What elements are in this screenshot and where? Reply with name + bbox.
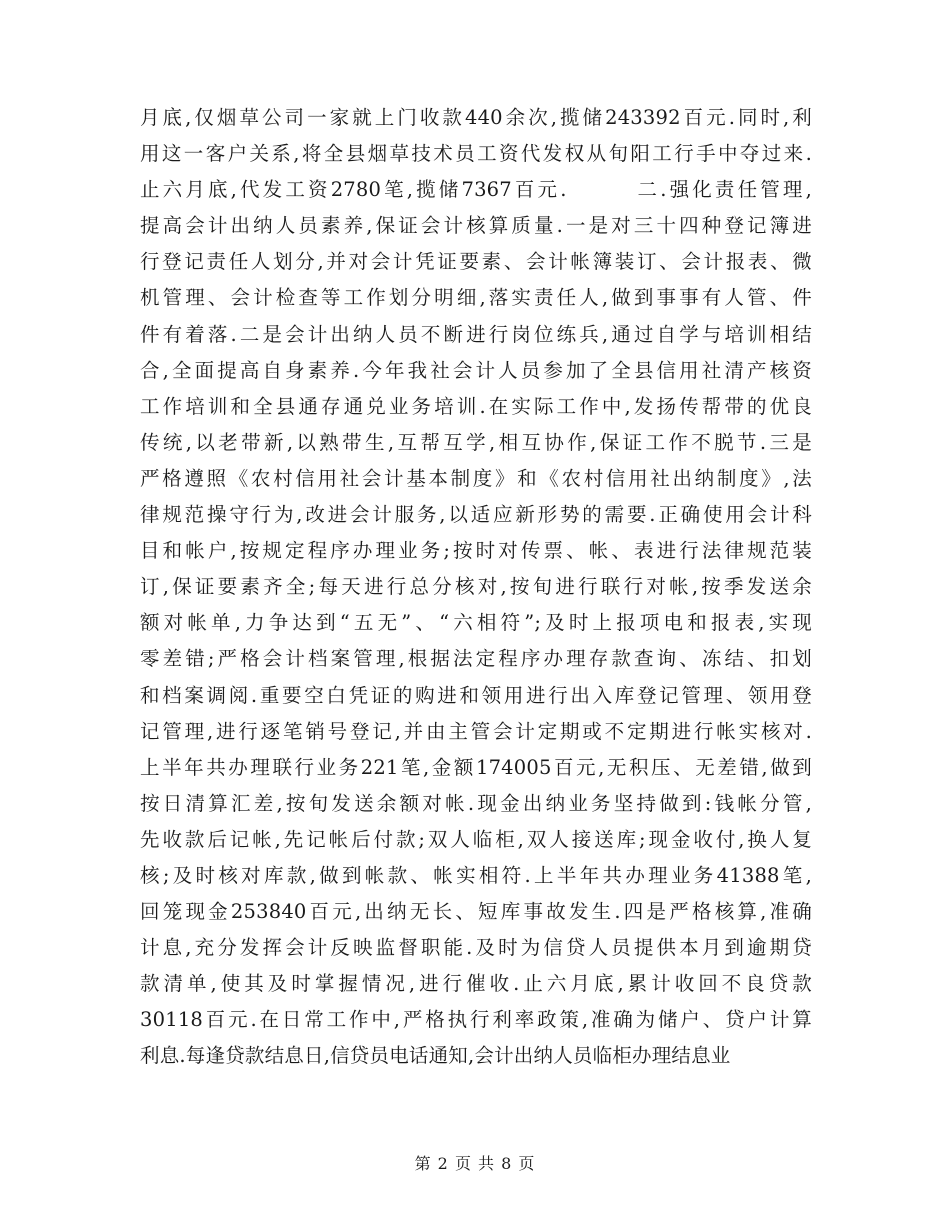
body-text	[140, 100, 812, 1075]
text-line: 律规范操守行为,改进会计服务,以适应新形势的需要.正确使用会计科	[140, 503, 812, 527]
text-line: 零差错;严格会计档案管理,根据法定程序办理存款查询、冻结、扣划	[140, 647, 812, 671]
text-line: 传统,以老带新,以熟带生,互帮互学,相互协作,保证工作不脱节.三是	[140, 430, 812, 454]
text-line: 和档案调阅.重要空白凭证的购进和领用进行出入库登记管理、领用登	[140, 683, 812, 707]
text-line: 款清单,使其及时掌握情况,进行催收.止六月底,累计收回不良贷款	[140, 972, 812, 996]
text-line: 止六月底,代发工资2780笔,揽储7367百元. 二.强化责任管理,	[140, 178, 812, 202]
text-line: 工作培训和全县通存通兑业务培训.在实际工作中,发扬传帮带的优良	[140, 394, 812, 418]
page-number-footer: 第 2 页 共 8 页	[414, 1154, 536, 1173]
text-line: 提高会计出纳人员素养,保证会计核算质量.一是对三十四种登记簿进	[140, 214, 812, 238]
text-line: 记管理,进行逐笔销号登记,并由主管会计定期或不定期进行帐实核对.	[140, 719, 812, 743]
text-line: 回笼现金253840百元,出纳无长、短库事故发生.四是严格核算,准确	[140, 900, 812, 924]
text-line: 先收款后记帐,先记帐后付款;双人临柜,双人接送库;现金收付,换人复	[140, 827, 812, 851]
text-line: 额对帐单,力争达到“五无”、“六相符”;及时上报项电和报表,实现	[140, 611, 812, 635]
text-line: 上半年共办理联行业务221笔,金额174005百元,无积压、无差错,做到	[140, 755, 812, 779]
text-line: 件有着落.二是会计出纳人员不断进行岗位练兵,通过自学与培训相结	[140, 322, 812, 346]
text-line: 机管理、会计检查等工作划分明细,落实责任人,做到事事有人管、件	[140, 286, 812, 310]
text-line: 月底,仅烟草公司一家就上门收款440余次,揽储243392百元.同时,利	[140, 106, 812, 129]
text-line: 30118百元.在日常工作中,严格执行利率政策,准确为储户、贷户计算	[140, 1008, 812, 1032]
text-line: 合,全面提高自身素养.今年我社会计人员参加了全县信用社清产核资	[140, 358, 812, 382]
text-line: 核;及时核对库款,做到帐款、帐实相符.上半年共办理业务41388笔,	[140, 863, 812, 887]
text-line: 严格遵照《农村信用社会计基本制度》和《农村信用社出纳制度》,法	[140, 466, 812, 490]
text-line: 订,保证要素齐全;每天进行总分核对,按旬进行联行对帐,按季发送余	[140, 575, 812, 599]
text-line: 目和帐户,按规定程序办理业务;按时对传票、帐、表进行法律规范装	[140, 539, 812, 563]
text-line: 用这一客户关系,将全县烟草技术员工资代发权从旬阳工行手中夺过来.	[140, 142, 812, 166]
text-line: 行登记责任人划分,并对会计凭证要素、会计帐簿装订、会计报表、微	[140, 250, 812, 274]
text-line: 按日清算汇差,按旬发送余额对帐.现金出纳业务坚持做到:钱帐分管,	[140, 791, 812, 815]
text-line: 计息,充分发挥会计反映监督职能.及时为信贷人员提供本月到逾期贷	[140, 936, 812, 960]
text-line: 利息.每逢贷款结息日,信贷员电话通知,会计出纳人员临柜办理结息业	[140, 1044, 731, 1068]
